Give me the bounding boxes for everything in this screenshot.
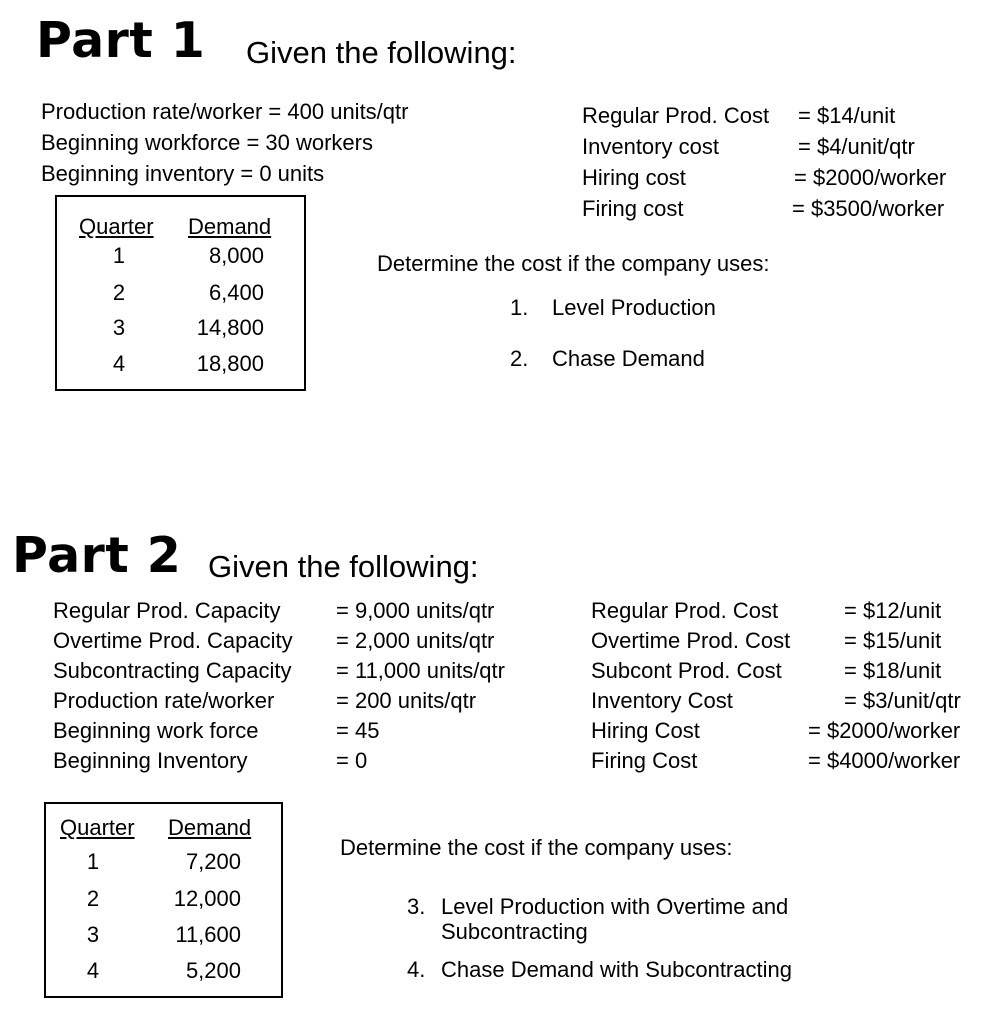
task-number: 3. — [407, 894, 426, 919]
cost-value: = $4/unit/qtr — [798, 134, 915, 159]
task-text: Level Production — [552, 295, 716, 320]
table-cell-quarter: 1 — [86, 849, 100, 874]
table-cell-demand: 5,200 — [185, 958, 241, 983]
given-item: Production rate/worker = 400 units/qtr — [41, 99, 409, 124]
cost-value: = $4000/worker — [808, 748, 961, 773]
table-cell-quarter: 3 — [112, 315, 126, 340]
cost-label: Overtime Prod. Cost — [591, 628, 791, 653]
given-label: Beginning Inventory — [53, 748, 248, 773]
table-header-quarter: Quarter — [79, 214, 154, 239]
part1-cost-values — [792, 100, 947, 224]
cost-label: Inventory Cost — [591, 688, 733, 713]
task-number: 4. — [407, 957, 426, 982]
part1-given-list — [41, 96, 408, 189]
table-cell-demand: 12,000 — [173, 886, 241, 911]
cost-label: Hiring Cost — [591, 718, 700, 743]
table-cell-demand: 11,600 — [175, 922, 241, 947]
task-number: 2. — [510, 346, 529, 371]
given-value: = 2,000 units/qtr — [336, 628, 495, 653]
given-value: = 45 — [336, 718, 380, 743]
given-value: = 9,000 units/qtr — [336, 598, 495, 623]
task-number: 1. — [510, 295, 529, 320]
part1-title: Part 1 — [36, 12, 206, 69]
given-item: Beginning inventory = 0 units — [41, 161, 325, 186]
cost-label: Regular Prod. Cost — [582, 103, 770, 128]
cost-value: = $18/unit — [844, 658, 942, 683]
table-cell-quarter: 1 — [112, 243, 126, 268]
cost-label: Hiring cost — [582, 165, 686, 190]
given-value: = 11,000 units/qtr — [336, 658, 505, 683]
table-cell-demand: 6,400 — [208, 280, 264, 305]
table-cell-quarter: 3 — [86, 922, 100, 947]
part2-subtitle: Given the following: — [208, 549, 479, 584]
task-text-line: Level Production with Overtime and — [441, 894, 789, 919]
table-cell-quarter: 2 — [86, 886, 100, 911]
given-label: Regular Prod. Capacity — [53, 598, 281, 623]
cost-label: Firing cost — [582, 196, 684, 221]
part1-subtitle: Given the following: — [246, 35, 517, 70]
cost-value: = $3500/worker — [792, 196, 945, 221]
part2-given-values — [336, 596, 505, 776]
given-item: Beginning workforce = 30 workers — [41, 130, 373, 155]
table-header-demand: Demand — [168, 815, 252, 840]
task-text — [441, 894, 788, 944]
part2-given-labels — [53, 596, 293, 776]
cost-label: Inventory cost — [582, 134, 719, 159]
table-cell-demand: 14,800 — [196, 315, 264, 340]
given-label: Production rate/worker — [53, 688, 275, 713]
cost-value: = $2000/worker — [808, 718, 961, 743]
cost-value: = $14/unit — [798, 103, 896, 128]
task-text-line: Subcontracting — [441, 919, 588, 944]
table-header-demand: Demand — [188, 214, 272, 239]
part1-prompt: Determine the cost if the company uses: — [377, 251, 770, 276]
task-text: Chase Demand with Subcontracting — [441, 957, 792, 982]
table-header-quarter: Quarter — [60, 815, 135, 840]
table-cell-quarter: 4 — [86, 958, 100, 983]
part2-title: Part 2 — [12, 527, 182, 584]
given-value: = 0 — [336, 748, 368, 773]
cost-value: = $15/unit — [844, 628, 942, 653]
table-cell-quarter: 2 — [112, 280, 126, 305]
part2-cost-labels — [591, 596, 790, 776]
cost-value: = $3/unit/qtr — [844, 688, 961, 713]
table-cell-demand: 8,000 — [208, 243, 264, 268]
table-cell-quarter: 4 — [112, 351, 126, 376]
task-text: Chase Demand — [552, 346, 705, 371]
given-label: Subcontracting Capacity — [53, 658, 292, 683]
given-label: Beginning work force — [53, 718, 259, 743]
given-label: Overtime Prod. Capacity — [53, 628, 293, 653]
given-value: = 200 units/qtr — [336, 688, 477, 713]
cost-label: Subcont Prod. Cost — [591, 658, 782, 683]
cost-label: Firing Cost — [591, 748, 698, 773]
table-cell-demand: 18,800 — [196, 351, 264, 376]
cost-value: = $2000/worker — [794, 165, 947, 190]
part2-prompt: Determine the cost if the company uses: — [340, 835, 733, 860]
cost-value: = $12/unit — [844, 598, 942, 623]
part2-cost-values — [808, 596, 961, 776]
table-cell-demand: 7,200 — [185, 849, 241, 874]
cost-label: Regular Prod. Cost — [591, 598, 779, 623]
part1-cost-labels — [582, 100, 769, 224]
